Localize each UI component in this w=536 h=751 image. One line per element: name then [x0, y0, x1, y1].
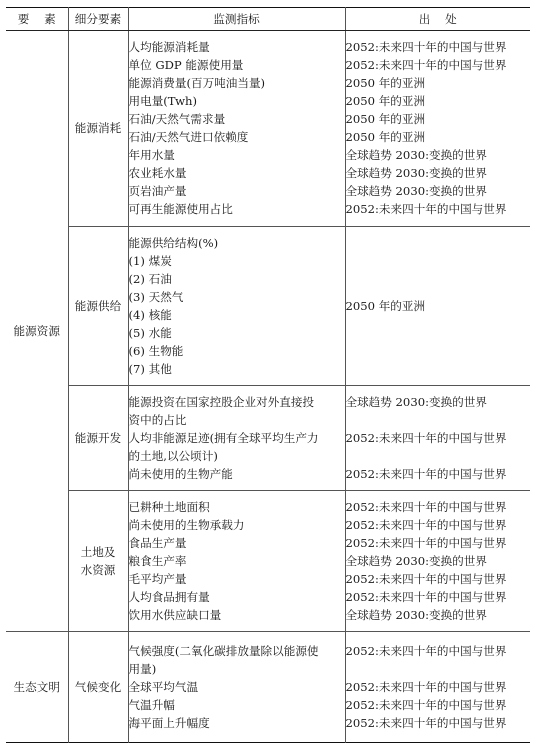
source-item: 2052:未来四十年的中国与世界: [345, 499, 507, 514]
indicator-item: (3) 天然气: [128, 289, 184, 304]
source-item: [346, 660, 531, 678]
source-item: 2052:未来四十年的中国与世界: [345, 698, 507, 713]
source-item: 2052:未来四十年的中国与世界: [345, 571, 507, 586]
source-item: 2052:未来四十年的中国与世界: [345, 58, 507, 73]
indicator-item: 用量): [128, 662, 157, 677]
table-row-energy-supply: [6, 226, 530, 385]
table-row-climate-change: [6, 632, 530, 743]
indicator-cell: [128, 385, 345, 490]
indicator-item: 人均非能源足迹(拥有全球平均生产力: [128, 430, 319, 445]
indicator-cell: [128, 632, 345, 743]
sub-element-label: 土地及: [80, 544, 116, 559]
header-source: 出 处: [345, 8, 530, 31]
source-item: 2050 年的亚洲: [345, 94, 426, 109]
table-row-land-water: [6, 490, 530, 631]
source-item: 2052:未来四十年的中国与世界: [345, 40, 507, 55]
sub-element-label: 水资源: [80, 562, 116, 577]
sub-element-cell: [68, 490, 128, 631]
sub-element-cell: [68, 385, 128, 490]
source-cell: [345, 31, 530, 227]
indicator-item: 粮食生产率: [128, 553, 187, 568]
source-item: 2052:未来四十年的中国与世界: [345, 535, 507, 550]
header-indicators: 监测指标: [128, 8, 345, 31]
indicator-item: 可再生能源使用占比: [128, 202, 233, 217]
sub-element-label: 气候变化: [74, 680, 122, 695]
indicator-cell: [128, 31, 345, 227]
source-item: 2052:未来四十年的中国与世界: [345, 716, 507, 731]
indicator-item: 的土地,以公顷计): [128, 448, 218, 463]
source-cell: [345, 490, 530, 631]
indicator-item: 农业耗水量: [128, 166, 187, 181]
header-sub-element: 细分要素: [68, 8, 128, 31]
sub-element-cell: [68, 226, 128, 385]
sub-element-label: 能源消耗: [74, 121, 122, 136]
indicator-item: 人均能源消耗量: [128, 40, 210, 55]
element-label: 生态文明: [13, 680, 60, 695]
indicator-item: 页岩油产量: [128, 184, 187, 199]
indicator-item: (6) 生物能: [128, 343, 184, 358]
source-item: 全球趋势 2030:变换的世界: [345, 184, 487, 199]
table-row-energy-development: [6, 385, 530, 490]
indicator-table: [6, 7, 530, 743]
indicator-item: 单位 GDP 能源使用量: [128, 58, 244, 73]
indicator-item: (2) 石油: [128, 271, 172, 286]
indicator-item: 石油/天然气需求量: [128, 112, 226, 127]
source-item: 2052:未来四十年的中国与世界: [345, 680, 507, 695]
table-header-row: [6, 8, 530, 31]
source-item: 全球趋势 2030:变换的世界: [345, 394, 487, 409]
indicator-item: 气候强度(二氧化碳排放量除以能源使: [128, 644, 319, 659]
source-item: 2052:未来四十年的中国与世界: [345, 644, 507, 659]
source-item: 2050 年的亚洲: [345, 112, 426, 127]
indicator-item: 能源投资在国家控股企业对外直接投: [128, 394, 315, 409]
element-label: 能源资源: [13, 324, 60, 339]
indicator-item: (5) 水能: [128, 325, 172, 340]
indicator-item: (7) 其他: [128, 361, 172, 376]
source-item: 全球趋势 2030:变换的世界: [345, 607, 487, 622]
indicator-item: 气温升幅: [128, 698, 175, 713]
source-item: 全球趋势 2030:变换的世界: [345, 166, 487, 181]
source-item: 全球趋势 2030:变换的世界: [345, 148, 487, 163]
indicator-item: 毛平均产量: [128, 571, 187, 586]
sub-element-cell: [68, 632, 128, 743]
source-item: [346, 447, 531, 465]
indicator-item: 尚未使用的生物承载力: [128, 517, 245, 532]
source-item: [346, 411, 531, 429]
table-row-energy-consumption: [6, 31, 530, 227]
indicator-item: 海平面上升幅度: [128, 716, 210, 731]
indicator-cell: [128, 490, 345, 631]
indicator-item: (4) 核能: [128, 307, 172, 322]
indicator-item: 资中的占比: [128, 412, 187, 427]
indicator-item: 全球平均气温: [128, 680, 199, 695]
source-cell: [345, 226, 530, 385]
indicator-item: 年用水量: [128, 148, 175, 163]
indicator-cell: [128, 226, 345, 385]
element-cell-ecological-civilization: [6, 632, 68, 743]
indicator-item: (1) 煤炭: [128, 253, 172, 268]
indicator-item: 饮用水供应缺口量: [128, 607, 222, 622]
source-cell: [345, 385, 530, 490]
source-item: 2052:未来四十年的中国与世界: [345, 430, 507, 445]
header-element: 要 素: [6, 8, 68, 31]
indicator-item: 食品生产量: [128, 535, 187, 550]
indicator-item: 能源消费量(百万吨油当量): [128, 76, 266, 91]
indicator-item: 用电量(Twh): [128, 94, 198, 109]
indicator-item: 人均食品拥有量: [128, 589, 210, 604]
source-item: 2050 年的亚洲: [345, 298, 426, 313]
indicator-item: 尚未使用的生物产能: [128, 466, 233, 481]
indicator-item: 石油/天然气进口依赖度: [128, 130, 249, 145]
source-item: 全球趋势 2030:变换的世界: [345, 553, 487, 568]
source-item: 2052:未来四十年的中国与世界: [345, 589, 507, 604]
source-item: 2052:未来四十年的中国与世界: [345, 466, 507, 481]
sub-element-label: 能源供给: [74, 298, 122, 313]
element-cell-energy-resources: [6, 31, 68, 632]
indicator-item: 能源供给结构(%): [128, 235, 219, 250]
source-item: 2050 年的亚洲: [345, 130, 426, 145]
source-item: 2052:未来四十年的中国与世界: [345, 517, 507, 532]
source-cell: [345, 632, 530, 743]
indicator-item: 已耕种土地面积: [128, 499, 210, 514]
source-item: 2052:未来四十年的中国与世界: [345, 202, 507, 217]
source-item: 2050 年的亚洲: [345, 76, 426, 91]
sub-element-cell: [68, 31, 128, 227]
sub-element-label: 能源开发: [74, 430, 122, 445]
